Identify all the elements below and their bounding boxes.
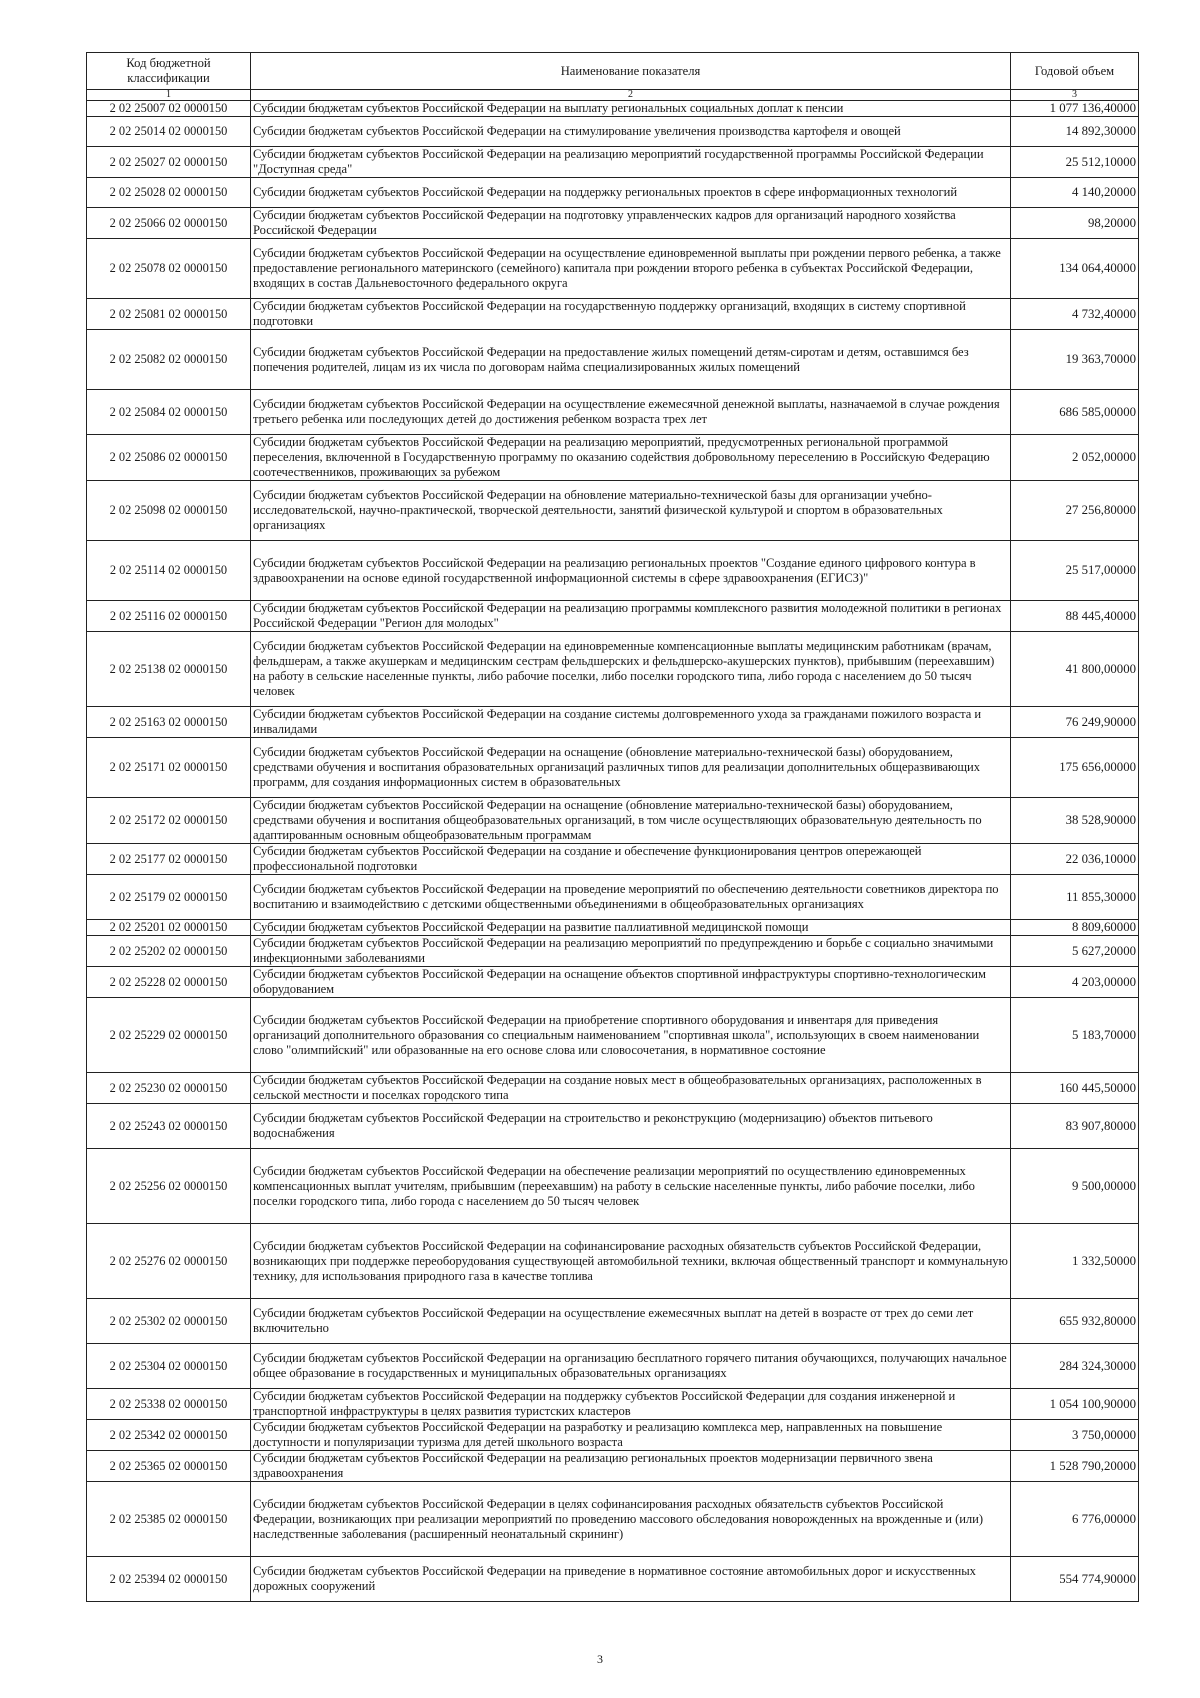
row-name: Субсидии бюджетам субъектов Российской Федерации на поддержку региональных проектов в сфере информационных технологий xyxy=(251,178,1011,208)
row-code: 2 02 25342 02 0000150 xyxy=(87,1420,251,1451)
row-code: 2 02 25081 02 0000150 xyxy=(87,299,251,330)
header-code: Код бюджетной классификации xyxy=(87,53,251,90)
row-amount: 175 656,00000 xyxy=(1011,738,1139,798)
table-row xyxy=(87,541,1139,601)
table-row xyxy=(87,875,1139,920)
row-name: Субсидии бюджетам субъектов Российской Федерации на выплату региональных социальных доплат к пенсии xyxy=(251,101,1011,117)
row-amount: 5 627,20000 xyxy=(1011,936,1139,967)
row-code: 2 02 25171 02 0000150 xyxy=(87,738,251,798)
row-amount: 1 054 100,90000 xyxy=(1011,1389,1139,1420)
row-name: Субсидии бюджетам субъектов Российской Федерации на осуществление единовременной выплаты при рождении первого ребенка, а также предоставление регионального материнского (семейного) капитала при рождении второго ребенка в субъектах Российской Федерации, входящих в состав Дальневосточного федерального округа xyxy=(251,239,1011,299)
row-amount: 4 203,00000 xyxy=(1011,967,1139,998)
table-row xyxy=(87,1389,1139,1420)
table-row xyxy=(87,208,1139,239)
row-code: 2 02 25172 02 0000150 xyxy=(87,798,251,844)
table-row xyxy=(87,435,1139,481)
row-name: Субсидии бюджетам субъектов Российской Федерации на обеспечение реализации мероприятий по осуществлению единовременных компенсационных выплат учителям, прибывшим (переехавшим) на работу в сельские населенные пункты, либо рабочие поселки, либо поселки городского типа, либо города с населением до 50 тысяч человек xyxy=(251,1149,1011,1224)
row-amount: 88 445,40000 xyxy=(1011,601,1139,632)
table-row xyxy=(87,601,1139,632)
row-code: 2 02 25138 02 0000150 xyxy=(87,632,251,707)
row-name: Субсидии бюджетам субъектов Российской Федерации на реализацию мероприятий, предусмотренных региональной программой переселения, включенной в Государственную программу по оказанию содействия добровольному переселению в Российскую Федерацию соотечественников, проживающих за рубежом xyxy=(251,435,1011,481)
row-code: 2 02 25394 02 0000150 xyxy=(87,1557,251,1602)
table-row xyxy=(87,798,1139,844)
row-amount: 4 732,40000 xyxy=(1011,299,1139,330)
table-row xyxy=(87,147,1139,178)
table-row xyxy=(87,1073,1139,1104)
row-name: Субсидии бюджетам субъектов Российской Федерации на создание новых мест в общеобразовательных организациях, расположенных в сельской местности и поселках городского типа xyxy=(251,1073,1011,1104)
row-name: Субсидии бюджетам субъектов Российской Федерации на единовременные компенсационные выплаты медицинским работникам (врачам, фельдшерам, а также акушеркам и медицинским сестрам фельдшерских и фельдшерско-акушерских пунктов), прибывшим (переехавшим) на работу в сельские населенные пункты, либо рабочие поселки, либо поселки городского типа, либо города с населением до 50 тысяч человек xyxy=(251,632,1011,707)
row-code: 2 02 25078 02 0000150 xyxy=(87,239,251,299)
row-name: Субсидии бюджетам субъектов Российской Федерации на разработку и реализацию комплекса мер, направленных на повышение доступности и популяризации туризма для детей школьного возраста xyxy=(251,1420,1011,1451)
header-amount: Годовой объем xyxy=(1011,53,1139,90)
row-name: Субсидии бюджетам субъектов Российской Федерации на реализацию мероприятий государственной программы Российской Федерации "Доступная среда" xyxy=(251,147,1011,178)
row-amount: 83 907,80000 xyxy=(1011,1104,1139,1149)
row-code: 2 02 25229 02 0000150 xyxy=(87,998,251,1073)
row-name: Субсидии бюджетам субъектов Российской Федерации на оснащение объектов спортивной инфраструктуры спортивно-технологическим оборудованием xyxy=(251,967,1011,998)
header-name: Наименование показателя xyxy=(251,53,1011,90)
row-amount: 27 256,80000 xyxy=(1011,481,1139,541)
table-row xyxy=(87,178,1139,208)
row-name: Субсидии бюджетам субъектов Российской Федерации на реализацию региональных проектов "Создание единого цифрового контура в здравоохранении на основе единой государственной информационной системы в сфере здравоохранения (ЕГИСЗ)" xyxy=(251,541,1011,601)
row-name: Субсидии бюджетам субъектов Российской Федерации на создание системы долговременного ухода за гражданами пожилого возраста и инвалидами xyxy=(251,707,1011,738)
row-code: 2 02 25086 02 0000150 xyxy=(87,435,251,481)
column-number-3: 3 xyxy=(1011,90,1139,101)
row-name: Субсидии бюджетам субъектов Российской Федерации на реализацию программы комплексного развития молодежной политики в регионах Российской Федерации "Регион для молодых" xyxy=(251,601,1011,632)
table-row xyxy=(87,998,1139,1073)
row-code: 2 02 25084 02 0000150 xyxy=(87,390,251,435)
row-code: 2 02 25276 02 0000150 xyxy=(87,1224,251,1299)
row-code: 2 02 25116 02 0000150 xyxy=(87,601,251,632)
row-name: Субсидии бюджетам субъектов Российской Федерации на подготовку управленческих кадров для организаций народного хозяйства Российской Федерации xyxy=(251,208,1011,239)
row-amount: 76 249,90000 xyxy=(1011,707,1139,738)
row-name: Субсидии бюджетам субъектов Российской Федерации на оснащение (обновление материально-технической базы) оборудованием, средствами обучения и воспитания общеобразовательных организаций, в том числе осуществляющих образовательную деятельность по адаптированным основным общеобразовательным программам xyxy=(251,798,1011,844)
table-row xyxy=(87,1104,1139,1149)
row-code: 2 02 25114 02 0000150 xyxy=(87,541,251,601)
row-code: 2 02 25365 02 0000150 xyxy=(87,1451,251,1482)
row-name: Субсидии бюджетам субъектов Российской Федерации на проведение мероприятий по обеспечению деятельности советников директора по воспитанию и взаимодействию с детскими общественными объединениями в общеобразовательных организациях xyxy=(251,875,1011,920)
row-code: 2 02 25163 02 0000150 xyxy=(87,707,251,738)
row-name: Субсидии бюджетам субъектов Российской Федерации на реализацию региональных проектов модернизации первичного звена здравоохранения xyxy=(251,1451,1011,1482)
row-amount: 14 892,30000 xyxy=(1011,117,1139,147)
row-code: 2 02 25007 02 0000150 xyxy=(87,101,251,117)
table-row xyxy=(87,1149,1139,1224)
table-row xyxy=(87,1420,1139,1451)
row-amount: 1 077 136,40000 xyxy=(1011,101,1139,117)
row-code: 2 02 25304 02 0000150 xyxy=(87,1344,251,1389)
table-row xyxy=(87,390,1139,435)
table-row xyxy=(87,330,1139,390)
table-row xyxy=(87,1344,1139,1389)
row-code: 2 02 25302 02 0000150 xyxy=(87,1299,251,1344)
table-row xyxy=(87,1224,1139,1299)
row-code: 2 02 25228 02 0000150 xyxy=(87,967,251,998)
row-code: 2 02 25338 02 0000150 xyxy=(87,1389,251,1420)
row-name: Субсидии бюджетам субъектов Российской Федерации на создание и обеспечение функционирования центров опережающей профессиональной подготовки xyxy=(251,844,1011,875)
column-number-1: 1 xyxy=(87,90,251,101)
row-code: 2 02 25014 02 0000150 xyxy=(87,117,251,147)
table-row xyxy=(87,239,1139,299)
row-code: 2 02 25027 02 0000150 xyxy=(87,147,251,178)
row-code: 2 02 25201 02 0000150 xyxy=(87,920,251,936)
row-code: 2 02 25243 02 0000150 xyxy=(87,1104,251,1149)
row-amount: 38 528,90000 xyxy=(1011,798,1139,844)
row-amount: 8 809,60000 xyxy=(1011,920,1139,936)
page-number: 3 xyxy=(597,1652,603,1666)
table-row xyxy=(87,1299,1139,1344)
table-row xyxy=(87,481,1139,541)
table-row xyxy=(87,632,1139,707)
table-row xyxy=(87,299,1139,330)
table-row xyxy=(87,101,1139,117)
row-code: 2 02 25082 02 0000150 xyxy=(87,330,251,390)
row-amount: 686 585,00000 xyxy=(1011,390,1139,435)
row-amount: 1 332,50000 xyxy=(1011,1224,1139,1299)
row-amount: 134 064,40000 xyxy=(1011,239,1139,299)
row-amount: 2 052,00000 xyxy=(1011,435,1139,481)
row-amount: 41 800,00000 xyxy=(1011,632,1139,707)
table-row xyxy=(87,738,1139,798)
row-name: Субсидии бюджетам субъектов Российской Федерации на предоставление жилых помещений детям-сиротам и детям, оставшимся без попечения родителей, лицам из их числа по договорам найма специализированных жилых помещений xyxy=(251,330,1011,390)
row-name: Субсидии бюджетам субъектов Российской Федерации на осуществление ежемесячной денежной выплаты, назначаемой в случае рождения третьего ребенка или последующих детей до достижения ребенком возраста трех лет xyxy=(251,390,1011,435)
row-amount: 98,20000 xyxy=(1011,208,1139,239)
column-number-2: 2 xyxy=(251,90,1011,101)
table-row xyxy=(87,1557,1139,1602)
row-name: Субсидии бюджетам субъектов Российской Федерации на реализацию мероприятий по предупреждению и борьбе с социально значимыми инфекционными заболеваниями xyxy=(251,936,1011,967)
table-row xyxy=(87,936,1139,967)
row-name: Субсидии бюджетам субъектов Российской Федерации на приобретение спортивного оборудования и инвентаря для приведения организаций дополнительного образования со специальным наименованием "спортивная школа", использующих в своем наименовании слово "олимпийский" или образованные на его основе слова или словосочетания, в нормативное состояние xyxy=(251,998,1011,1073)
row-name: Субсидии бюджетам субъектов Российской Федерации на обновление материально-технической базы для организации учебно-исследовательской, научно-практической, творческой деятельности, занятий физической культурой и спортом в образовательных организациях xyxy=(251,481,1011,541)
row-code: 2 02 25028 02 0000150 xyxy=(87,178,251,208)
row-amount: 11 855,30000 xyxy=(1011,875,1139,920)
row-code: 2 02 25066 02 0000150 xyxy=(87,208,251,239)
row-name: Субсидии бюджетам субъектов Российской Федерации на организацию бесплатного горячего питания обучающихся, получающих начальное общее образование в государственных и муниципальных образовательных организациях xyxy=(251,1344,1011,1389)
row-name: Субсидии бюджетам субъектов Российской Федерации на развитие паллиативной медицинской помощи xyxy=(251,920,1011,936)
row-amount: 25 517,00000 xyxy=(1011,541,1139,601)
table-header-row xyxy=(87,53,1139,90)
row-code: 2 02 25177 02 0000150 xyxy=(87,844,251,875)
row-code: 2 02 25230 02 0000150 xyxy=(87,1073,251,1104)
budget-table xyxy=(86,52,1139,1602)
row-amount: 4 140,20000 xyxy=(1011,178,1139,208)
row-amount: 6 776,00000 xyxy=(1011,1482,1139,1557)
row-name: Субсидии бюджетам субъектов Российской Федерации на государственную поддержку организаций, входящих в систему спортивной подготовки xyxy=(251,299,1011,330)
table-row xyxy=(87,707,1139,738)
column-number-row xyxy=(87,90,1139,101)
row-code: 2 02 25202 02 0000150 xyxy=(87,936,251,967)
table-row xyxy=(87,920,1139,936)
row-amount: 1 528 790,20000 xyxy=(1011,1451,1139,1482)
row-amount: 5 183,70000 xyxy=(1011,998,1139,1073)
row-amount: 554 774,90000 xyxy=(1011,1557,1139,1602)
row-amount: 655 932,80000 xyxy=(1011,1299,1139,1344)
table-row xyxy=(87,117,1139,147)
row-name: Субсидии бюджетам субъектов Российской Федерации на приведение в нормативное состояние автомобильных дорог и искусственных дорожных сооружений xyxy=(251,1557,1011,1602)
row-amount: 22 036,10000 xyxy=(1011,844,1139,875)
row-code: 2 02 25256 02 0000150 xyxy=(87,1149,251,1224)
table-row xyxy=(87,967,1139,998)
row-name: Субсидии бюджетам субъектов Российской Федерации на оснащение (обновление материально-технической базы) оборудованием, средствами обучения и воспитания образовательных организаций различных типов для реализации дополнительных общеразвивающих программ, для создания информационных систем в образовательных xyxy=(251,738,1011,798)
table-row xyxy=(87,844,1139,875)
budget-sheet xyxy=(86,52,1138,1602)
row-amount: 160 445,50000 xyxy=(1011,1073,1139,1104)
table-row xyxy=(87,1451,1139,1482)
row-amount: 3 750,00000 xyxy=(1011,1420,1139,1451)
row-code: 2 02 25098 02 0000150 xyxy=(87,481,251,541)
table-row xyxy=(87,1482,1139,1557)
row-amount: 25 512,10000 xyxy=(1011,147,1139,178)
row-name: Субсидии бюджетам субъектов Российской Федерации на стимулирование увеличения производства картофеля и овощей xyxy=(251,117,1011,147)
row-name: Субсидии бюджетам субъектов Российской Федерации на строительство и реконструкцию (модернизацию) объектов питьевого водоснабжения xyxy=(251,1104,1011,1149)
row-name: Субсидии бюджетам субъектов Российской Федерации на осуществление ежемесячных выплат на детей в возрасте от трех до семи лет включительно xyxy=(251,1299,1011,1344)
row-code: 2 02 25179 02 0000150 xyxy=(87,875,251,920)
row-name: Субсидии бюджетам субъектов Российской Федерации в целях софинансирования расходных обязательств субъектов Российской Федерации, возникающих при реализации мероприятий по проведению массового обследования новорожденных на врожденные и (или) наследственные заболевания (расширенный неонатальный скрининг) xyxy=(251,1482,1011,1557)
row-name: Субсидии бюджетам субъектов Российской Федерации на софинансирование расходных обязательств субъектов Российской Федерации, возникающих при поддержке переоборудования существующей автомобильной техники, включая общественный транспорт и коммунальную технику, для использования природного газа в качестве топлива xyxy=(251,1224,1011,1299)
row-amount: 19 363,70000 xyxy=(1011,330,1139,390)
row-amount: 284 324,30000 xyxy=(1011,1344,1139,1389)
row-name: Субсидии бюджетам субъектов Российской Федерации на поддержку субъектов Российской Федерации для создания инженерной и транспортной инфраструктуры в целях развития туристских кластеров xyxy=(251,1389,1011,1420)
table-body xyxy=(87,101,1139,1602)
row-code: 2 02 25385 02 0000150 xyxy=(87,1482,251,1557)
row-amount: 9 500,00000 xyxy=(1011,1149,1139,1224)
